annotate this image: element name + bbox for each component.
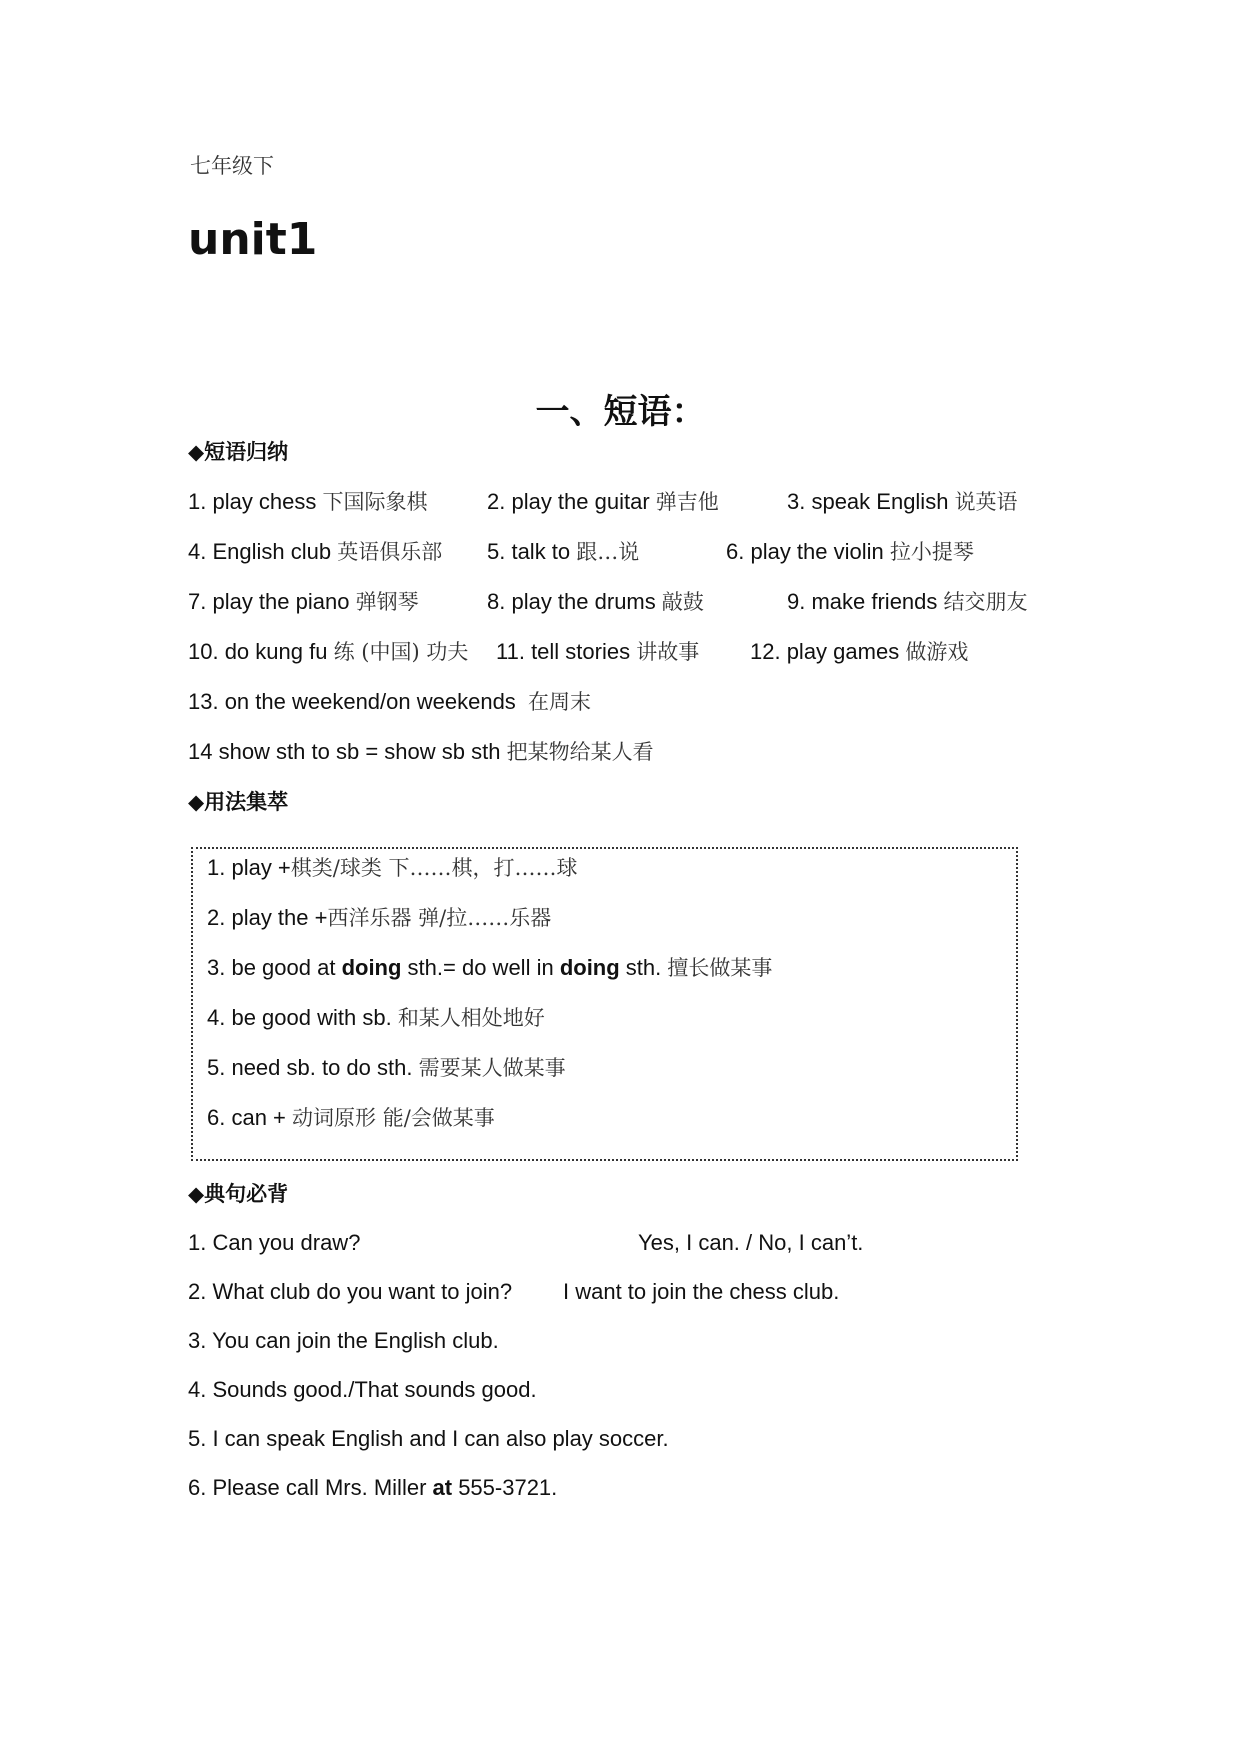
usage-item: 6. can + 动词原形 能/会做某事	[207, 1105, 495, 1130]
sentence-answer: Yes, I can. / No, I can’t.	[638, 1230, 864, 1255]
sentence: 3. You can join the English club.	[188, 1328, 499, 1353]
sentence-answer: I want to join the chess club.	[563, 1279, 840, 1304]
phrases-heading: ◆短语归纳	[188, 439, 289, 464]
phrase-item: 2. play the guitar 弹吉他	[487, 489, 719, 514]
phrase-item: 5. talk to 跟…说	[487, 539, 640, 564]
phrase-item: 13. on the weekend/on weekends 在周末	[188, 689, 592, 714]
sentences-heading: ◆典句必背	[188, 1181, 289, 1206]
unit-title: unit1	[188, 214, 318, 265]
phrase-item: 8. play the drums 敲鼓	[487, 589, 704, 614]
phrase-item: 4. English club 英语俱乐部	[188, 539, 443, 564]
sentence: 5. I can speak English and I can also play soccer.	[188, 1426, 669, 1451]
sentence: 6. Please call Mrs. Miller at 555-3721.	[188, 1475, 558, 1500]
usage-item: 3. be good at doing sth.= do well in doing sth. 擅长做某事	[207, 955, 773, 980]
phrase-item: 11. tell stories 讲故事	[496, 639, 700, 664]
grade-label: 七年级下	[190, 154, 274, 178]
usage-item: 4. be good with sb. 和某人相处地好	[207, 1005, 545, 1030]
phrase-item: 14 show sth to sb = show sb sth 把某物给某人看	[188, 739, 654, 764]
sentence: 4. Sounds good./That sounds good.	[188, 1377, 537, 1402]
phrase-item: 6. play the violin 拉小提琴	[726, 539, 974, 564]
phrase-item: 3. speak English 说英语	[787, 489, 1018, 514]
usage-item: 5. need sb. to do sth. 需要某人做某事	[207, 1055, 566, 1080]
phrase-item: 10. do kung fu 练 (中国) 功夫	[188, 639, 469, 664]
phrase-item: 1. play chess 下国际象棋	[188, 489, 428, 514]
sentence-question: 2. What club do you want to join?	[188, 1279, 513, 1304]
usage-heading: ◆用法集萃	[188, 789, 289, 814]
usage-item: 2. play the +西洋乐器 弹/拉……乐器	[207, 905, 552, 930]
usage-item: 1. play +棋类/球类 下……棋，打……球	[207, 855, 578, 880]
phrase-item: 9. make friends 结交朋友	[787, 589, 1028, 614]
section-title: 一、短语：	[535, 392, 706, 432]
phrase-item: 12. play games 做游戏	[750, 639, 969, 664]
phrase-item: 7. play the piano 弹钢琴	[188, 589, 419, 614]
sentence-question: 1. Can you draw?	[188, 1230, 361, 1255]
